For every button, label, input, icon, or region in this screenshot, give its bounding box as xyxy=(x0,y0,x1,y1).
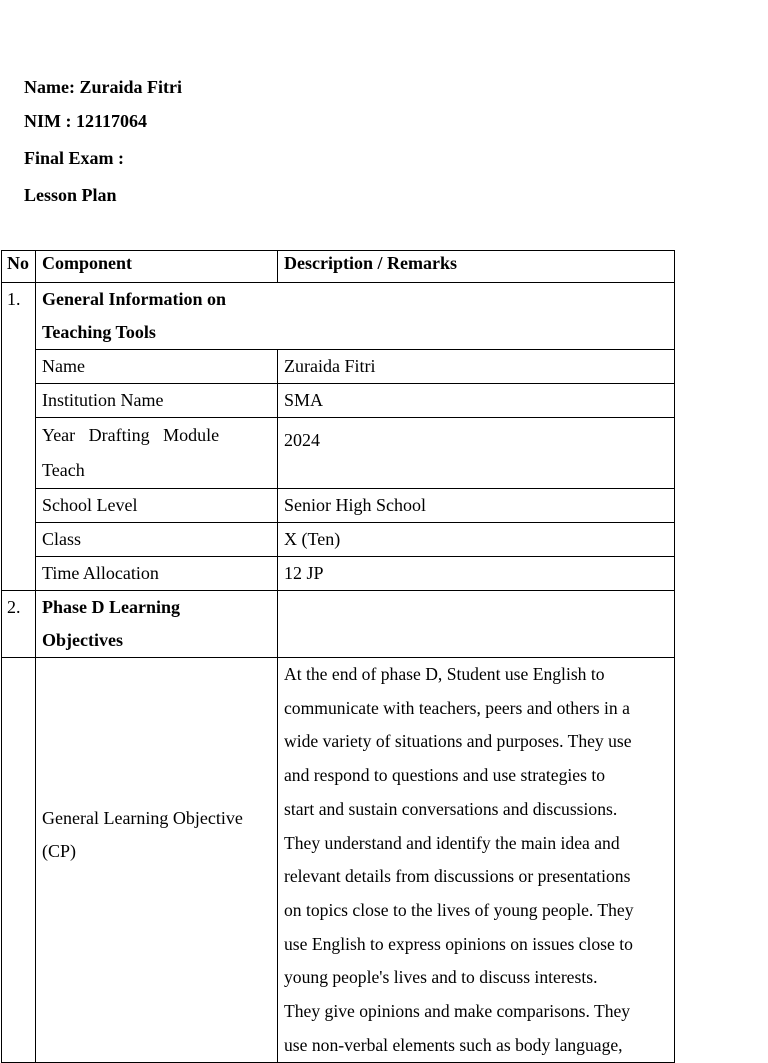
description-cell: 12 JP xyxy=(278,557,675,591)
component-cell xyxy=(36,658,278,1063)
objective-text-line: use English to express opinions on issues close to xyxy=(284,933,633,954)
objective-text-line: start and sustain conversations and discussions. xyxy=(284,798,618,819)
column-header-description: Description / Remarks xyxy=(278,251,675,283)
description-cell: SMA xyxy=(278,384,675,418)
component-line: Teach xyxy=(42,460,85,480)
objective-text-line: They give opinions and make comparisons. They xyxy=(284,1001,631,1022)
table-row xyxy=(2,489,675,523)
table-row xyxy=(2,523,675,557)
description-cell: Zuraida Fitri xyxy=(278,350,675,384)
section-title-line: Phase D Learning xyxy=(42,597,181,617)
description-cell: Senior High School xyxy=(278,489,675,523)
number-cell xyxy=(2,658,36,1063)
table-row xyxy=(2,350,675,384)
student-name: Name: Zuraida Fitri xyxy=(24,77,182,97)
objective-text-line: and respond to questions and use strategies to xyxy=(284,765,606,786)
component-cell: Time Allocation xyxy=(36,557,278,591)
description-cell: X (Ten) xyxy=(278,523,675,557)
exam-title: Final Exam : xyxy=(24,148,125,168)
section-title-line: Objectives xyxy=(42,630,123,650)
objective-text-line: At the end of phase D, Student use English to xyxy=(284,664,605,684)
table-row xyxy=(2,658,675,1063)
component-line: Year Drafting Module xyxy=(42,425,220,445)
table-header-row xyxy=(2,251,675,283)
student-nim: NIM : 12117064 xyxy=(24,111,147,131)
objective-lines xyxy=(284,658,674,1062)
component-line: General Learning Objective xyxy=(42,808,243,829)
section-row-general-information xyxy=(2,283,675,350)
objective-text-line: use non-verbal elements such as body language, xyxy=(284,1034,623,1055)
objective-text-line: on topics close to the lives of young people. They xyxy=(284,899,634,920)
section-title xyxy=(36,591,278,658)
description-cell: 2024 xyxy=(278,418,675,489)
objective-text-line: communicate with teachers, peers and others in a xyxy=(284,697,630,718)
component-line: (CP) xyxy=(42,841,77,862)
component-cell: Name xyxy=(36,350,278,384)
component-cell: Class xyxy=(36,523,278,557)
component-cell: Institution Name xyxy=(36,384,278,418)
section-title xyxy=(36,283,675,350)
column-header-no: No xyxy=(2,251,36,283)
objective-text-line: relevant details from discussions or presentations xyxy=(284,866,631,887)
section-title-line: Teaching Tools xyxy=(42,322,156,342)
table-row xyxy=(2,384,675,418)
component-cell xyxy=(36,418,278,489)
learning-objective-text xyxy=(278,658,675,1063)
table-row xyxy=(2,418,675,489)
lesson-plan-table xyxy=(1,250,675,1063)
section-title-line: General Information on xyxy=(42,289,226,309)
objective-text-line: young people's lives and to discuss interests. xyxy=(284,967,598,988)
section-number: 2. xyxy=(2,591,36,658)
description-cell xyxy=(278,591,675,658)
objective-text-line: They understand and identify the main idea and xyxy=(284,832,620,853)
objective-text-line: wide variety of situations and purposes. They use xyxy=(284,731,632,752)
document-title: Lesson Plan xyxy=(24,185,117,205)
column-header-component: Component xyxy=(36,251,278,283)
component-cell: School Level xyxy=(36,489,278,523)
section-row-learning-objectives xyxy=(2,591,675,658)
section-number: 1. xyxy=(2,283,36,591)
table-row xyxy=(2,557,675,591)
